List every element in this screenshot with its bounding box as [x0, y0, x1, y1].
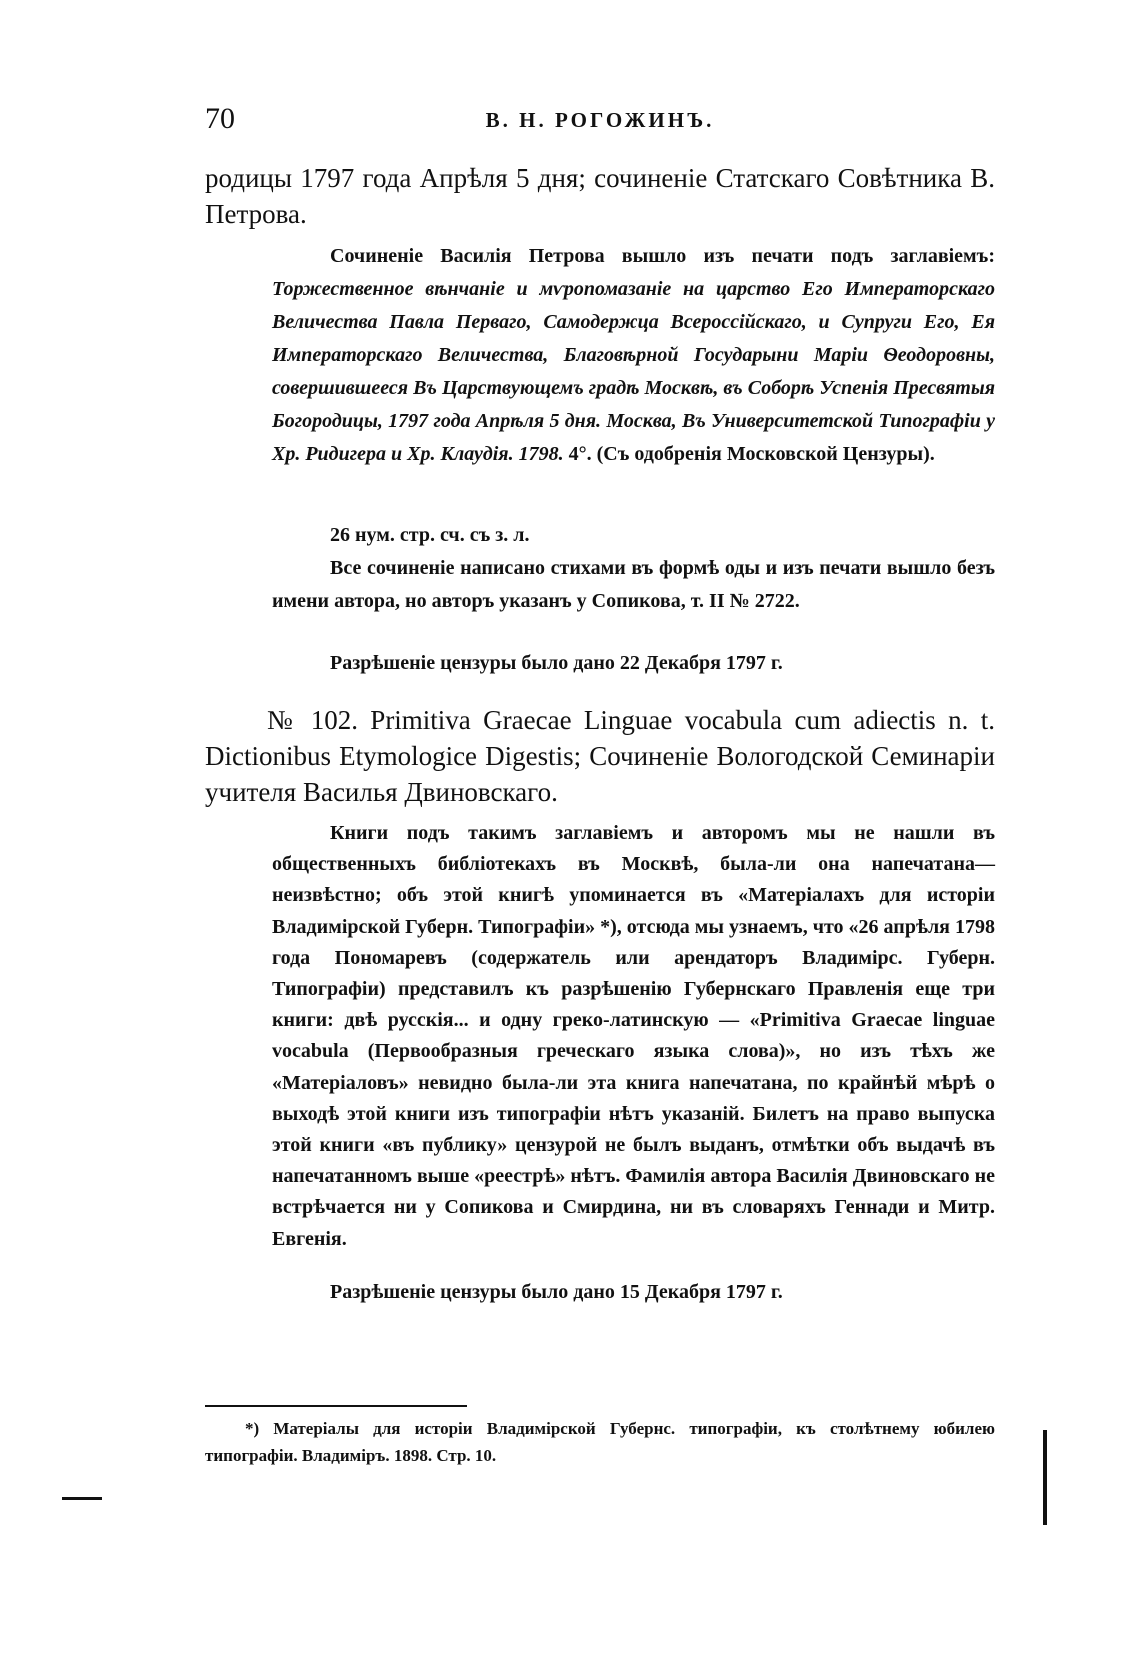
page-header [205, 102, 995, 142]
running-head: В. Н. РОГОЖИНЪ. [485, 108, 715, 132]
margin-mark [62, 1497, 102, 1500]
footnote-rule [205, 1405, 467, 1407]
entry-101-note [272, 240, 995, 471]
entry-101-remark: Все сочиненіе написано стихами въ формѣ оды и изъ печати вышло безъ имени автора, но авторъ указанъ у Сопикова, т. II № 2722. [272, 557, 995, 612]
entry-102-censorship: Разрѣшеніе цензуры было дано 15 Декабря 1797 г. [330, 1281, 783, 1303]
book-format: 4°. (Съ одобренія Московской Цензуры). [568, 443, 935, 465]
entry-102-title: № 102. Primitiva Graecae Linguae vocabula cum adiectis n. t. Dictionibus Etymologice Digestis; Сочиненіе Вологодской Семинаріи учителя Василья Двиновскаго. [205, 705, 995, 807]
entry-102-note: Книги подъ такимъ заглавіемъ и авторомъ мы не нашли въ общественныхъ библіотекахъ въ Москвѣ, была-ли она напечатана—неизвѣстно; объ этой книгѣ упоминается въ «Матеріалахъ для исторіи Владимірской Губерн. Типографіи» *), отсюда мы узнаемъ, что «26 апрѣля 1798 года Пономаревъ (содержатель или арендаторъ Владимірс. Губерн. Типографіи) представилъ къ разрѣшенію Губернскаго Правленія еще три книги: двѣ русскія... и одну греко-латинскую — «Primitiva Graecae linguae vocabula (Первообразныя греческаго языка слова)», но изъ тѣхъ же «Матеріаловъ» невидно была-ли эта книга напечатана, по крайнѣй мѣрѣ о выходѣ этой книги изъ типографіи нѣтъ указаній. Билетъ на право выпуска этой книги «въ публику» цензурой не былъ выданъ, отмѣтки объ выдачѣ въ напечатанномъ выше «реестрѣ» нѣтъ. Фамилія автора Василія Двиновскаго не встрѣчается ни у Сопикова и Смирдина, ни въ словаряхъ Геннади и Митр. Евгенія. [272, 822, 995, 1250]
page-number: 70 [205, 102, 235, 135]
note-intro: Сочиненіе Василія Петрова вышло изъ печати подъ заглавіемъ: [330, 245, 995, 267]
edge-mark [1043, 1430, 1047, 1525]
book-title-italic: Торжественное вѣнчаніе и мѵропомазаніе на царство Его Императорскаго Величества Павла Перваго, Самодержца Всероссійскаго, и Супруги Его, Ея Императорскаго Величества, Благовѣрной Государыни Маріи Ѳеодоровны, совершившееся Въ Царствующемъ градѣ Москвѣ, въ Соборѣ Успенія Пресвятыя Богородицы, 1797 года Апрѣля 5 дня. Москва, Въ Университетской Типографіи у Хр. Ридигера и Хр. Клаудія. 1798. [272, 278, 995, 465]
entry-101-title: родицы 1797 года Апрѣля 5 дня; сочиненіе Статскаго Совѣтника В. Петрова. [205, 163, 995, 229]
entry-101-pages: 26 нум. стр. сч. съ з. л. [330, 524, 530, 546]
footnote: *) Матеріалы для исторіи Владимірской Губернс. типографіи, къ столѣтнему юбилею типографіи. Владиміръ. 1898. Стр. 10. [205, 1419, 995, 1465]
entry-101-censorship: Разрѣшеніе цензуры было дано 22 Декабря 1797 г. [330, 652, 783, 674]
